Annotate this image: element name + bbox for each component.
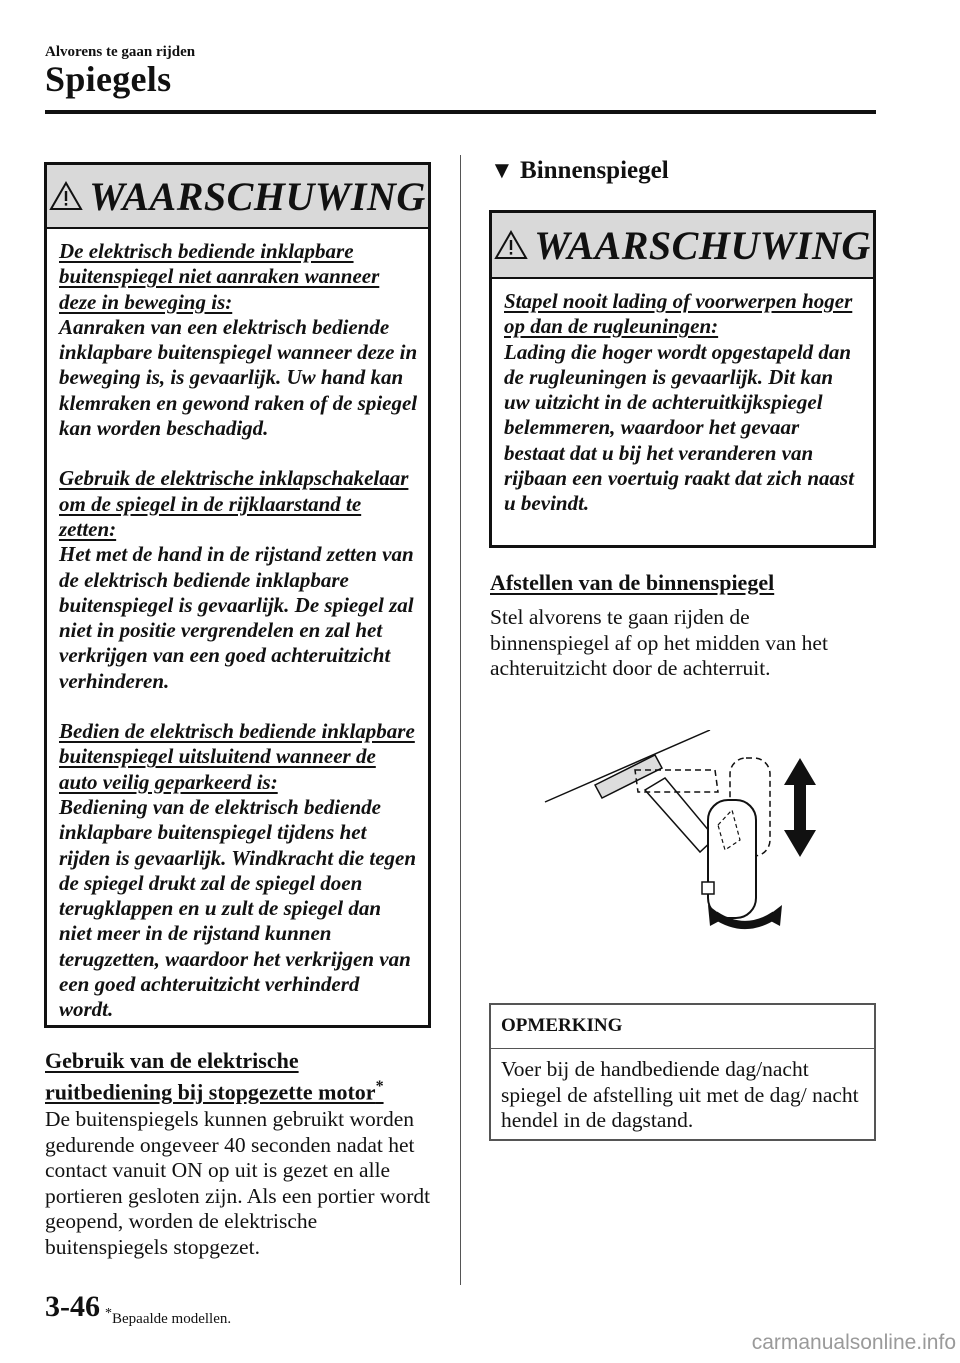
warning-heading: Gebruik de elektrische inklapschakelaar om de spiegel in de rijklaarstand te zetten: <box>59 466 409 541</box>
mirror-adjustment-illustration <box>540 730 840 940</box>
warning-title: WAARSCHUWING <box>89 173 426 219</box>
warning-header <box>47 165 428 229</box>
warning-body <box>47 229 428 1023</box>
page-number: 3-46 <box>45 1290 100 1323</box>
warning-heading: De elektrisch bediende inklapbare buitenspiegel niet aanraken wanneer deze in beweging is: <box>59 239 380 314</box>
warning-text: Het met de hand in de rijstand zetten van de elektrisch bediende inklapbare buitenspiegel is gevaarlijk. De spiegel zal niet in positie vergrendelen en zal het verkrijgen van een goed achteruitzicht verhinderen. <box>59 542 414 693</box>
warning-box-left <box>44 162 431 1028</box>
warning-triangle-icon <box>494 230 528 260</box>
note-box <box>489 1003 876 1141</box>
warning-heading: Stapel nooit lading of voorwerpen hoger op dan de rugleuningen: <box>504 289 853 339</box>
footnote <box>105 1306 231 1328</box>
warning-text: Lading die hoger wordt opgestapeld dan de rugleuningen is gevaarlijk. Dit kan uw uitzicht in de achteruitkijkspiegel belemmeren, waardoor het gevaar bestaat dat u bij het veranderen van rijbaan een voertuig raakt dat zich naast u bevindt. <box>504 339 855 516</box>
warning-text: Bediening van de elektrisch bediende inklapbare buitenspiegel tijdens het rijden is gevaarlijk. Windkracht die tegen de spiegel drukt zal de spiegel doen terugklappen en u zult de spiegel dan niet meer in de rijstand kunnen terugzetten, waardoor het verkrijgen van een goed achteruitzicht verhinderd wordt. <box>59 794 417 1022</box>
asterisk-mark: * <box>375 1078 384 1095</box>
warning-block <box>59 239 418 441</box>
warning-text: Aanraken van een elektrisch bediende inklapbare buitenspiegel wanneer deze in beweging is, is gevaarlijk. Uw hand kan klemraken en gewond raken of de spiegel kan worden beschadigd. <box>59 314 418 441</box>
subheading-line: Gebruik van de elektrische <box>45 1048 299 1073</box>
subheading-right: Afstellen van de binnenspiegel <box>490 570 775 595</box>
section-label: Alvorens te gaan rijden <box>45 44 196 60</box>
warning-box-right <box>489 210 876 548</box>
warning-header <box>492 213 873 279</box>
footnote-text: Bepaalde modellen. <box>112 1311 232 1327</box>
column-divider <box>460 155 461 1285</box>
subheading-line: ruitbediening bij stopgezette motor <box>45 1079 376 1105</box>
warning-heading: Bedien de elektrisch bediende inklapbare buitenspiegel uitsluitend wanneer de auto veilig geparkeerd is: <box>59 719 415 794</box>
watermark: carmanualsonline.info <box>751 1331 956 1354</box>
section-heading-binnenspiegel <box>490 157 669 185</box>
page-title: Spiegels <box>45 59 172 99</box>
subheading-left <box>45 1048 445 1105</box>
triangle-marker-icon: ▼ <box>490 158 514 184</box>
paragraph-right: Stel alvorens te gaan rijden de binnenspiegel af op het midden van het achteruitzicht door de achterruit. <box>490 605 828 680</box>
note-title: OPMERKING <box>491 1005 874 1049</box>
warning-triangle-icon <box>49 181 83 211</box>
warning-block <box>59 719 418 1023</box>
footnote-mark: * <box>105 1306 112 1321</box>
paragraph-left: De buitenspiegels kunnen gebruikt worden gedurende ongeveer 40 seconden nadat het contact vanuit ON op uit is gezet en alle portieren gesloten zijn. Als een portier wordt geopend, worden de elektrische buitenspiegels stopgezet. <box>45 1107 431 1259</box>
warning-block <box>59 466 418 694</box>
note-text: Voer bij de handbediende dag/nacht spiegel de afstelling uit met de dag/ nacht hendel in de dagstand. <box>501 1057 859 1132</box>
header-rule <box>45 110 876 114</box>
section-title: Binnenspiegel <box>520 157 669 184</box>
warning-body <box>492 279 873 517</box>
warning-title: WAARSCHUWING <box>534 222 871 268</box>
